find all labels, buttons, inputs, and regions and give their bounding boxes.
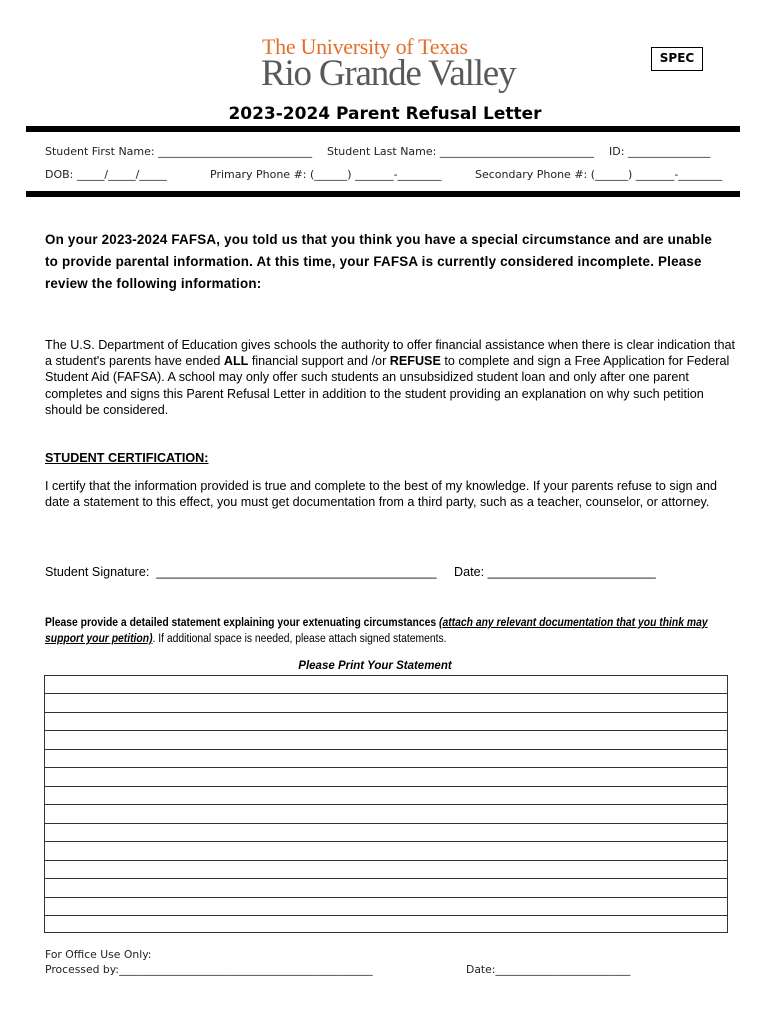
secondary-phone-field[interactable]: Secondary Phone #: (______) _______-________: [475, 168, 723, 181]
student-signature-field[interactable]: Student Signature: ________________________________________: [45, 565, 437, 579]
office-use-label: For Office Use Only:: [45, 948, 152, 961]
explanation-paragraph: The U.S. Department of Education gives schools the authority to offer financial assistance when there is clear indication that a student's parents have ended ALL financial support and /or REFUSE to complete and sign a Free Application for Federal Student Aid (FAFSA). A school may only offer such students an unsubsidized student loan and only after one parent completes and signs this Parent Refusal Letter in addition to the student providing an explanation on why such petition should be considered.: [45, 338, 735, 417]
top-divider: [26, 126, 740, 132]
office-date-field[interactable]: Date:_________________________: [466, 963, 631, 976]
spec-badge: SPEC: [651, 47, 703, 71]
processed-by-field[interactable]: Processed by:_______________________________________________: [45, 963, 373, 976]
dob-field[interactable]: DOB: _____/_____/_____: [45, 168, 167, 181]
student-last-name-field[interactable]: Student Last Name: ____________________________: [327, 145, 594, 158]
certification-heading: STUDENT CERTIFICATION:: [45, 451, 209, 465]
certification-text: I certify that the information provided is true and complete to the best of my knowledge. If your parents refuse to sign and date a statement to this effect, you must get documentation from a third party, such as a teacher, counselor, or attorney.: [45, 479, 718, 510]
intro-notice: On your 2023-2024 FAFSA, you told us that you think you have a special circumstance and are unable to provide parental information. At this time, your FAFSA is currently considered incomplete. Please review the following information:: [45, 232, 713, 291]
student-first-name-field[interactable]: Student First Name: ____________________________: [45, 145, 313, 158]
bottom-divider: [26, 191, 740, 197]
logo-line2: Rio Grande Valley: [261, 53, 516, 94]
signature-date-field[interactable]: Date: ________________________: [454, 565, 656, 579]
statement-instructions: Please provide a detailed statement explaining your extenuating circumstances (attach any relevant documentation that you think may support your petition). If additional space is needed, please attach signed statements.: [45, 617, 708, 645]
student-id-field[interactable]: ID: _______________: [609, 145, 711, 158]
print-statement-heading: Please Print Your Statement: [298, 660, 452, 672]
logo-line1: The University of Texas: [262, 34, 468, 59]
primary-phone-field[interactable]: Primary Phone #: (______) _______-________: [210, 168, 442, 181]
page-title: 2023-2024 Parent Refusal Letter: [228, 104, 542, 124]
statement-lines-box[interactable]: [44, 675, 728, 933]
